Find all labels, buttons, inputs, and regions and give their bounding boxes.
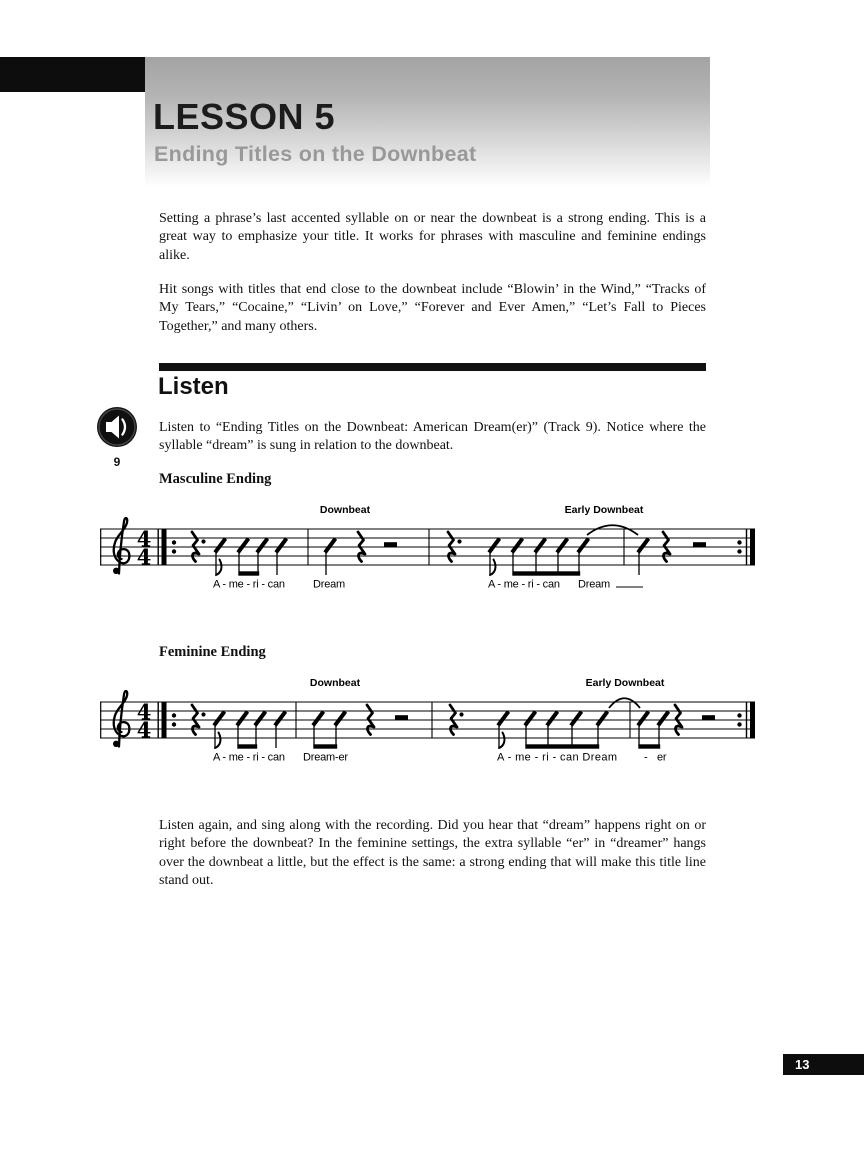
listen-heading: Listen [158,373,229,400]
speaker-icon [96,406,138,448]
repeat-end-dot [737,722,741,726]
augmentation-dot [459,712,463,716]
track-number: 9 [113,455,121,469]
augmentation-dot [201,712,205,716]
early-downbeat-label: Early Downbeat [585,677,665,689]
intro-paragraph-2: Hit songs with titles that end close to the downbeat include “Blowin’ in the Wind,” “Tracks of My Tears,” “Cocaine,” “Livin’ on Love,” “Forever and Ever Amen,” “Let’s Fall to Pieces Together,” and many others. [159,282,706,334]
downbeat-label: Downbeat [319,504,371,516]
closing-paragraph: Listen again, and sing along with the recording. Did you hear that “dream” happens right on or right before the downbeat? In the feminine settings, the extra syllable “er” in “dreamer” hangs over the downbeat a little, but the effect is the same: a strong ending that will make this title line stand out. [159,818,706,889]
treble-clef-icon [113,741,119,747]
beam [313,744,337,748]
lyric-text: Dream-er [303,751,348,764]
lesson-title: LESSON 5 [153,96,336,137]
tie [609,698,640,708]
lesson-header [145,57,710,187]
beam [237,744,257,748]
beam [512,571,580,575]
lyric-text: A - me - ri - can Dream [497,751,618,764]
repeat-begin-thick-bar [162,702,167,738]
page-number-box [783,1054,864,1075]
lyric-text: - [644,751,648,764]
feminine-ending-label: Feminine Ending [159,644,266,660]
half-rest [702,715,715,720]
repeat-end-thick-bar [750,529,755,565]
time-signature-numerator: 4 [136,526,152,552]
treble-clef-icon [113,568,119,574]
repeat-end-dot [737,549,741,553]
audio-track-marker [96,406,138,469]
half-rest [693,542,706,547]
listen-paragraph: Listen to “Ending Titles on the Downbeat: American Dream(er)” (Track 9). Notice where the syllable “dream” is sung in relation to the downbeat. [159,420,706,454]
intro-paragraph-1: Setting a phrase’s last accented syllable on or near the downbeat is a strong ending. This is a great way to emphasize your title. It works for phrases with masculine and feminine endings alike. [159,211,706,263]
time-signature-denominator: 4 [136,717,152,743]
feminine-ending-staff [100,677,760,777]
eighth-flag [215,733,220,749]
lyric-text: Dream [313,578,346,591]
section-rule [159,363,706,371]
repeat-end-thick-bar [750,702,755,738]
beam [238,571,259,575]
lesson-subtitle: Ending Titles on the Downbeat [154,142,477,166]
tie [587,525,638,535]
half-rest [384,542,397,547]
augmentation-dot [201,539,205,543]
early-downbeat-label: Early Downbeat [564,504,644,516]
eighth-flag [216,560,221,576]
repeat-begin-dot [172,722,176,726]
eighth-flag [490,560,495,576]
downbeat-label: Downbeat [309,677,361,689]
repeat-begin-dot [172,549,176,553]
beam [525,744,599,748]
beam [638,744,660,748]
lyric-text: A - me - ri - can [213,751,285,764]
repeat-begin-thick-bar [162,529,167,565]
lyric-text: A - me - ri - can [213,578,285,591]
eighth-flag [499,733,504,749]
repeat-end-dot [737,540,741,544]
time-signature-denominator: 4 [136,544,152,570]
lyric-text: Dream [578,578,611,591]
masculine-ending-label: Masculine Ending [159,471,272,487]
lyric-text: A - me - ri - can [488,578,560,591]
repeat-begin-dot [172,540,176,544]
repeat-begin-dot [172,713,176,717]
time-signature-numerator: 4 [136,699,152,725]
page-number: 13 [795,1057,810,1072]
half-rest [395,715,408,720]
lyric-text: er [657,751,667,764]
repeat-end-dot [737,713,741,717]
masculine-ending-staff [100,504,760,604]
augmentation-dot [457,539,461,543]
